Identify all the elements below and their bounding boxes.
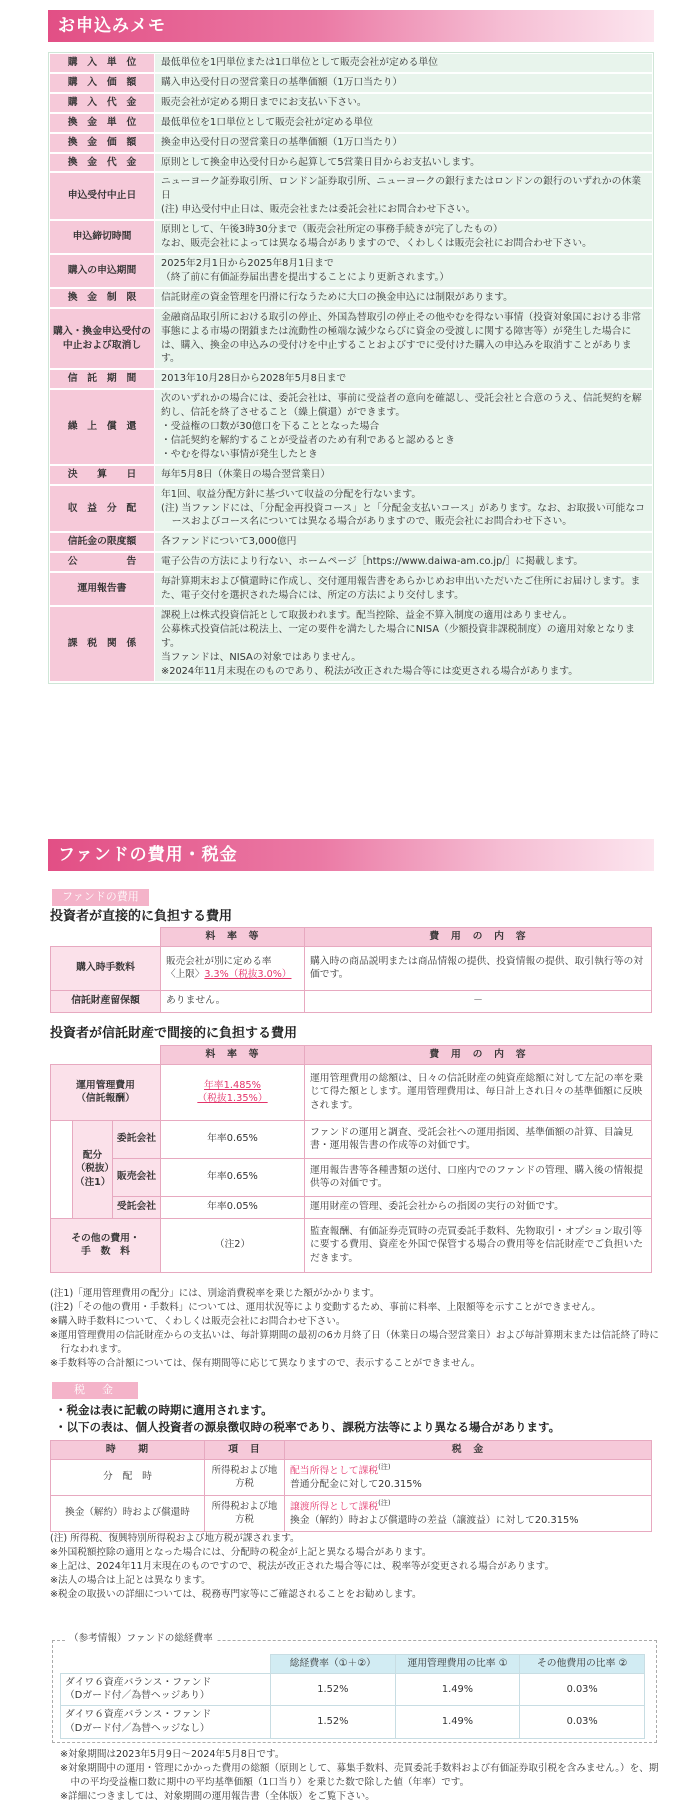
fees-tag: ファンドの費用 bbox=[52, 889, 149, 906]
ref-fund-name: ダイワ６資産バランス・ファンド bbox=[65, 1709, 212, 1721]
memo-row-label: 申込受付中止日 bbox=[50, 172, 155, 220]
memo-title: お申込みメモ bbox=[58, 16, 166, 36]
tax-sup-0: (注) bbox=[378, 1462, 391, 1471]
memo-value-line: 2013年10月28日から2028年5月8日まで bbox=[161, 373, 347, 385]
memo-row-value bbox=[155, 532, 653, 552]
alloc-rate-1: 年率0.65% bbox=[161, 1158, 305, 1196]
memo-row-label: 購入・換金申込受付の中止および取消し bbox=[50, 308, 155, 370]
fees-title-banner bbox=[48, 839, 654, 871]
memo-row bbox=[50, 532, 653, 552]
memo-row-value bbox=[155, 73, 653, 93]
memo-row-label: 課 税 関 係 bbox=[50, 606, 155, 682]
memo-row-value bbox=[155, 220, 653, 254]
memo-table bbox=[49, 53, 653, 683]
buy-fee-content: 購入時の商品説明または商品情報の提供、投資情報の提供、取引執行等の対価です。 bbox=[305, 946, 652, 990]
tax-type-0: 配当所得として課税 bbox=[290, 1465, 379, 1477]
reference-notes bbox=[60, 1748, 660, 1804]
fee-note: ※運用管理費用の信託財産からの支払いは、毎計算期間の最初の6カ月終了日（休業日の場合翌営業日）および毎計算期末または信託終了時に行なわれます。 bbox=[50, 1329, 659, 1355]
ref-other-1: 0.03% bbox=[520, 1706, 645, 1738]
ref-mgmt-1: 1.49% bbox=[395, 1706, 520, 1738]
tax-tag: 税 金 bbox=[52, 1382, 138, 1399]
tax-item-0: 所得税および地方税 bbox=[205, 1459, 285, 1495]
other-fee-rate: （注2） bbox=[161, 1218, 305, 1272]
ref-col-other: その他費用の比率 ② bbox=[520, 1655, 645, 1674]
tax-table bbox=[50, 1440, 652, 1532]
ref-note: ※対象期間中の運用・管理にかかった費用の総額（原則として、募集手数料、売買委託手数料および有価証券取引税を含みません。）を、期中の平均受益権口数に期中の平均基準価額（1口当り）を乗じた数で除した値（年率）です。 bbox=[60, 1762, 659, 1788]
tax-note: ※税金の取扱いの詳細については、税務専門家等にご確認されることをお勧めします。 bbox=[50, 1588, 422, 1600]
memo-row bbox=[50, 254, 653, 288]
memo-row-label: 購入の申込期間 bbox=[50, 254, 155, 288]
tax-item-1: 所得税および地方税 bbox=[205, 1495, 285, 1531]
memo-value-line: 信託財産の資金管理を円滑に行なうために大口の換金申込には制限があります。 bbox=[161, 291, 513, 303]
alloc-content-2: 運用財産の管理、委託会社からの指図の実行の対価です。 bbox=[305, 1196, 652, 1218]
ref-mgmt-0: 1.49% bbox=[395, 1673, 520, 1705]
other-fee-label-2: 手 数 料 bbox=[81, 1246, 130, 1258]
reserve-rate: ありません。 bbox=[161, 990, 305, 1012]
memo-value-line: 販売会社が定める期日までにお支払い下さい。 bbox=[161, 96, 367, 108]
ref-col-mgmt: 運用管理費用の比率 ① bbox=[395, 1655, 520, 1674]
memo-row bbox=[50, 485, 653, 533]
memo-row bbox=[50, 389, 653, 465]
tax-col-period: 時 期 bbox=[51, 1441, 205, 1460]
memo-row-label: 繰 上 償 還 bbox=[50, 389, 155, 465]
alloc-name-0: 委託会社 bbox=[113, 1120, 161, 1158]
alloc-name-1: 販売会社 bbox=[113, 1158, 161, 1196]
tax-col-item: 項 目 bbox=[205, 1441, 285, 1460]
memo-value-line: 公募株式投資信託は税法上、一定の要件を満たした場合にNISA（少額投資非課税制度）の適用対象となります。 bbox=[161, 623, 635, 649]
tax-bullet: ・以下の表は、個人投資者の源泉徴収時の税率であり、課税方法等により異なる場合があります。 bbox=[55, 1419, 561, 1434]
mgmt-fee-rate: 年率1.485% bbox=[204, 1079, 261, 1091]
reference-table bbox=[60, 1654, 645, 1739]
tax-detail-0: 普通分配金に対して20.315% bbox=[290, 1478, 422, 1490]
memo-value-line: 年1回、収益分配方針に基づいて収益の分配を行ないます。 bbox=[161, 488, 422, 500]
ref-fund-sub: （Dガード付／為替ヘッジあり） bbox=[65, 1690, 210, 1702]
memo-row-value bbox=[155, 308, 653, 370]
memo-row-label: 購 入 価 額 bbox=[50, 73, 155, 93]
memo-row bbox=[50, 172, 653, 220]
alloc-rate-0: 年率0.65% bbox=[161, 1120, 305, 1158]
reserve-label: 信託財産留保額 bbox=[51, 990, 161, 1012]
memo-row-label: 換 金 制 限 bbox=[50, 288, 155, 308]
ref-note: ※対象期間は2023年5月9日～2024年5月8日です。 bbox=[60, 1749, 285, 1760]
memo-value-line: 最低単位を1円単位または1口単位として販売会社が定める単位 bbox=[161, 57, 438, 68]
memo-row bbox=[50, 54, 653, 73]
memo-value-line: ・やむを得ない事情が発生したとき bbox=[161, 448, 318, 460]
memo-row bbox=[50, 220, 653, 254]
memo-row-value bbox=[155, 465, 653, 485]
memo-row-label: 決 算 日 bbox=[50, 465, 155, 485]
memo-value-line: ・受益権の口数が30億口を下ることとなった場合 bbox=[161, 421, 380, 433]
memo-row-value bbox=[155, 172, 653, 220]
ref-col-total: 総経費率（①＋②） bbox=[271, 1655, 396, 1674]
ref-other-0: 0.03% bbox=[520, 1673, 645, 1705]
fee-note: ※購入時手数料について、くわしくは販売会社にお問合わせ下さい。 bbox=[50, 1315, 346, 1327]
reserve-content: － bbox=[305, 990, 652, 1012]
memo-row bbox=[50, 133, 653, 153]
buy-fee-cap-label: 〈上限〉 bbox=[166, 969, 205, 981]
buy-fee-label: 購入時手数料 bbox=[51, 946, 161, 990]
memo-value-line: 毎年5月8日（休業日の場合翌営業日） bbox=[161, 468, 331, 480]
memo-value-line: 原則として、午後3時30分まで（販売会社所定の事務手続きが完了したもの） bbox=[161, 224, 503, 236]
memo-row bbox=[50, 369, 653, 389]
direct-col-content: 費 用 の 内 容 bbox=[305, 928, 652, 947]
memo-value-line: 課税上は株式投資信託として取扱われます。配当控除、益金不算入制度の適用はありません。 bbox=[161, 610, 573, 621]
indirect-col-rate: 料 率 等 bbox=[161, 1046, 305, 1065]
memo-value-line: なお、販売会社によっては異なる場合がありますので、くわしくは販売会社にお問合わせ下さい。 bbox=[161, 238, 592, 250]
memo-value-line: 購入申込受付日の翌営業日の基準価額（1万口当たり） bbox=[161, 76, 403, 88]
mgmt-fee-rate-ex: （税抜1.35%） bbox=[197, 1093, 268, 1105]
memo-row-value bbox=[155, 254, 653, 288]
memo-row-value bbox=[155, 113, 653, 133]
tax-bullets bbox=[55, 1402, 560, 1435]
alloc-rate-2: 年率0.05% bbox=[161, 1196, 305, 1218]
ref-total-0: 1.52% bbox=[271, 1673, 396, 1705]
memo-value-line: 換金申込受付日の翌営業日の基準価額（1万口当たり） bbox=[161, 136, 403, 148]
memo-value-line: 金融商品取引所における取引の停止、外国為替取引の停止その他やむを得ない事情（投資対象国における非常事態による市場の閉鎖または流動性の極端な減少ならびに資金の受渡しに関する障害等）が発生した場合には、購入、換金の申込みの受付けを中止することおよびすでに受付けた購入の申込みを取消すことがあります。 bbox=[161, 311, 642, 365]
memo-row-value bbox=[155, 389, 653, 465]
tax-col-tax: 税 金 bbox=[285, 1441, 652, 1460]
memo-row-value bbox=[155, 369, 653, 389]
tax-notes bbox=[50, 1532, 660, 1602]
tax-period-1: 換金（解約）時および償還時 bbox=[51, 1495, 205, 1531]
other-fee-label bbox=[51, 1218, 161, 1272]
tax-period-0: 分 配 時 bbox=[51, 1459, 205, 1495]
ref-total-1: 1.52% bbox=[271, 1706, 396, 1738]
memo-value-line: 原則として換金申込受付日から起算して5営業日目からお支払いします。 bbox=[161, 156, 480, 168]
memo-value-line: 当ファンドは、NISAの対象ではありません。 bbox=[161, 651, 362, 663]
tax-note: ※法人の場合は上記とは異なります。 bbox=[50, 1574, 211, 1586]
memo-value-line: (注) 申込受付中止日は、販売会社または委託会社にお問合わせ下さい。 bbox=[161, 204, 476, 216]
memo-value-line: 最低単位を1口単位として販売会社が定める単位 bbox=[161, 116, 373, 128]
memo-row-value bbox=[155, 606, 653, 682]
memo-value-line: ・信託契約を解約することが受益者のため有利であると認めるとき bbox=[161, 434, 455, 446]
indirect-col-content: 費 用 の 内 容 bbox=[305, 1046, 652, 1065]
memo-row-value bbox=[155, 93, 653, 113]
other-fee-content: 監査報酬、有価証券売買時の売買委託手数料、先物取引・オプション取引等に要する費用、資産を外国で保管する場合の費用等を信託財産でご負担いただきます。 bbox=[305, 1218, 652, 1272]
memo-row bbox=[50, 93, 653, 113]
fee-note: ※手数料等の合計額については、保有期間等に応じて異なりますので、表示することができません。 bbox=[50, 1357, 481, 1369]
memo-row bbox=[50, 288, 653, 308]
memo-row bbox=[50, 113, 653, 133]
memo-row bbox=[50, 572, 653, 606]
memo-row-label: 信託金の限度額 bbox=[50, 532, 155, 552]
alloc-content-0: ファンドの運用と調査、受託会社への運用指図、基準価額の計算、目論見書・運用報告書の作成等の対価です。 bbox=[305, 1120, 652, 1158]
buy-fee-rate: 販売会社が別に定める率 bbox=[166, 955, 272, 967]
memo-row bbox=[50, 73, 653, 93]
memo-row-label: 購 入 単 位 bbox=[50, 54, 155, 73]
memo-value-line: 電子公告の方法により行ない、ホームページ［https://www.daiwa-am.co.jp/］に掲載します。 bbox=[161, 556, 584, 568]
memo-row-label: 換 金 単 位 bbox=[50, 113, 155, 133]
memo-row-label: 収 益 分 配 bbox=[50, 485, 155, 533]
memo-value-line: （終了前に有価証券届出書を提出することにより更新されます。） bbox=[161, 271, 450, 283]
memo-title-banner bbox=[48, 10, 654, 42]
tax-note: (注) 所得税、復興特別所得税および地方税が課されます。 bbox=[50, 1533, 300, 1544]
mgmt-fee-label-2: （信託報酬） bbox=[76, 1093, 135, 1105]
fee-note: (注1)「運用管理費用の配分」には、別途消費税率を乗じた額がかかります。 bbox=[50, 1288, 380, 1299]
ref-note: ※詳細につきましては、対象期間の運用報告書（全体版）をご覧下さい。 bbox=[60, 1790, 375, 1802]
tax-sup-1: (注) bbox=[378, 1498, 391, 1507]
memo-row-label: 購 入 代 金 bbox=[50, 93, 155, 113]
memo-row-value bbox=[155, 133, 653, 153]
indirect-cost-table bbox=[50, 1045, 652, 1273]
alloc-content-1: 運用報告書等各種書類の送付、口座内でのファンドの管理、購入後の情報提供等の対価です。 bbox=[305, 1158, 652, 1196]
ref-fund-name: ダイワ６資産バランス・ファンド bbox=[65, 1676, 212, 1688]
memo-value-line: 毎計算期末および償還時に作成し、交付運用報告書をあらかじめお申出いただいたご住所にお届けします。また、電子交付を選択された場合には、所定の方法により交付します。 bbox=[161, 576, 641, 602]
direct-col-rate: 料 率 等 bbox=[161, 928, 305, 947]
fees-title: ファンドの費用・税金 bbox=[58, 845, 238, 865]
tax-note: ※外国税額控除の適用となった場合には、分配時の税金が上記と異なる場合があります。 bbox=[50, 1546, 432, 1558]
alloc-label: 配分（税抜）（注1） bbox=[73, 1120, 113, 1218]
memo-value-line: ニューヨーク証券取引所、ロンドン証券取引所、ニューヨークの銀行またはロンドンの銀行のいずれかの休業日 bbox=[161, 176, 642, 202]
memo-row-value bbox=[155, 485, 653, 533]
memo-row-value bbox=[155, 572, 653, 606]
memo-row bbox=[50, 606, 653, 682]
memo-value-line: 次のいずれかの場合には、委託会社は、事前に受益者の意向を確認し、受託会社と合意のうえ、信託契約を解約し、信託を終了させること（繰上償還）ができます。 bbox=[161, 393, 642, 419]
memo-value-line: ※2024年11月末現在のものであり、税法が改正された場合等には変更される場合があります。 bbox=[161, 665, 579, 677]
memo-table-frame bbox=[48, 52, 654, 684]
tax-detail-1: 換金（解約）時および償還時の差益（譲渡益）に対して20.315% bbox=[290, 1514, 579, 1526]
alloc-name-2: 受託会社 bbox=[113, 1196, 161, 1218]
memo-row bbox=[50, 308, 653, 370]
memo-row bbox=[50, 465, 653, 485]
ref-fund-sub: （Dガード付／為替ヘッジなし） bbox=[65, 1722, 210, 1734]
tax-bullet: ・税金は表に記載の時期に適用されます。 bbox=[55, 1403, 273, 1417]
memo-row-label: 申込締切時間 bbox=[50, 220, 155, 254]
memo-row-label: 換 金 価 額 bbox=[50, 133, 155, 153]
tax-note: ※上記は、2024年11月末現在のものですので、税法が改正された場合等には、税率等が変更される場合があります。 bbox=[50, 1560, 555, 1572]
memo-row-label: 運用報告書 bbox=[50, 572, 155, 606]
memo-row-label: 公 告 bbox=[50, 552, 155, 572]
tax-type-1: 譲渡所得として課税 bbox=[290, 1501, 379, 1513]
mgmt-fee-content: 運用管理費用の総額は、日々の信託財産の純資産総額に対して左記の率を乗じて得た額とします。運用管理費用は、毎日計上され日々の基準価額に反映されます。 bbox=[305, 1064, 652, 1120]
memo-row-label: 信 託 期 間 bbox=[50, 369, 155, 389]
memo-row bbox=[50, 552, 653, 572]
indirect-cost-heading: 投資者が信託財産で間接的に負担する費用 bbox=[50, 1026, 298, 1041]
memo-value-line: 各ファンドについて3,000億円 bbox=[161, 536, 297, 548]
buy-fee-cap: 3.3%（税抜3.0%） bbox=[204, 969, 292, 981]
other-fee-label-1: その他の費用・ bbox=[71, 1232, 140, 1244]
memo-row-value bbox=[155, 552, 653, 572]
memo-row-value bbox=[155, 288, 653, 308]
memo-value-line: 2025年2月1日から2025年8月1日まで bbox=[161, 257, 334, 269]
memo-row-label: 換 金 代 金 bbox=[50, 153, 155, 173]
direct-cost-table bbox=[50, 927, 652, 1013]
memo-row-value bbox=[155, 153, 653, 173]
memo-row-value bbox=[155, 54, 653, 73]
fee-notes bbox=[50, 1287, 660, 1370]
reference-title: （参考情報）ファンドの総経費率 bbox=[65, 1633, 217, 1646]
fee-note: (注2)「その他の費用・手数料」については、運用状況等により変動するため、事前に料率、上限額等を示すことができません。 bbox=[50, 1301, 601, 1313]
mgmt-fee-label bbox=[51, 1064, 161, 1120]
memo-value-line: (注) 当ファンドには、「分配金再投資コース」と「分配金支払いコース」があります。なお、お取扱い可能なコースおよびコース名については異なる場合がありますので、販売会社にお問合わせ下さい。 bbox=[161, 502, 645, 528]
memo-row bbox=[50, 153, 653, 173]
direct-cost-heading: 投資者が直接的に負担する費用 bbox=[50, 909, 233, 924]
mgmt-fee-label-1: 運用管理費用 bbox=[76, 1079, 135, 1091]
